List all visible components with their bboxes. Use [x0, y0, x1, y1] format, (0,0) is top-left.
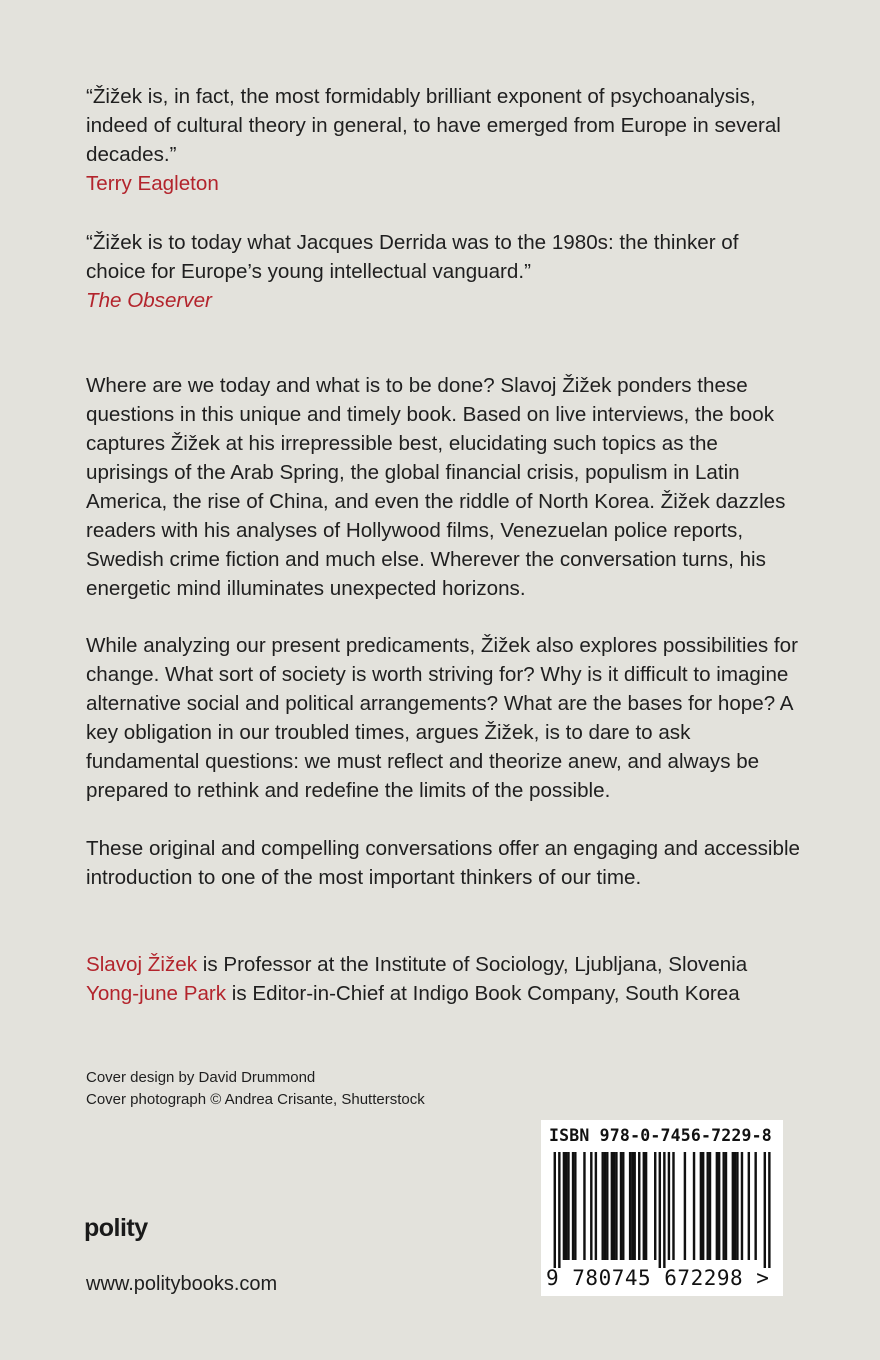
- author-bio: [86, 979, 802, 1008]
- author-name: Yong-june Park: [86, 982, 227, 1005]
- barcode-bar: [672, 1152, 674, 1260]
- author-name: Slavoj Žižek: [86, 953, 198, 976]
- barcode-bar: [604, 1152, 606, 1260]
- barcode-bar: [718, 1152, 720, 1260]
- barcode-bar: [638, 1152, 640, 1260]
- barcode-bar: [622, 1152, 624, 1260]
- barcode-bar: [565, 1152, 567, 1260]
- isbn-label: ISBN 978-0-7456-7229-8: [549, 1126, 772, 1145]
- barcode-bar: [764, 1152, 766, 1268]
- barcode-bar: [606, 1152, 608, 1260]
- author-bio-text: is Editor-in-Chief at Indigo Book Company, South Korea: [226, 982, 740, 1005]
- barcode-bar: [663, 1152, 665, 1268]
- barcode-bar: [563, 1152, 565, 1260]
- barcode-bar: [615, 1152, 617, 1260]
- quote-source: The Observer: [86, 289, 212, 312]
- barcode-bar: [709, 1152, 711, 1260]
- barcode-bar: [645, 1152, 647, 1260]
- barcode-bar: [693, 1152, 695, 1260]
- publisher-logo: polity: [84, 1214, 148, 1242]
- barcode-bar: [620, 1152, 622, 1260]
- barcode-bar: [654, 1152, 656, 1260]
- blurb-text: Where are we today and what is to be done? Slavoj Žižek ponders these questions in this unique and timely book. Based on live interviews, the book captures Žižek at his irrepressible best, elucidating such topics as the uprisings of the Arab Spring, the global financial crisis, populism in Latin America, the rise of China, and even the riddle of North Korea. Žižek dazzles readers with his analyses of Hollywood films, Venezuelan police reports, Swedish crime fiction and much else. Wherever the conversation turns, his energetic mind illuminates unexpected horizons.: [86, 374, 786, 600]
- barcode-bar: [611, 1152, 613, 1260]
- barcode-bar: [574, 1152, 576, 1260]
- barcode-bar: [754, 1152, 756, 1260]
- barcode-bar: [768, 1152, 770, 1268]
- barcode-bar: [732, 1152, 734, 1260]
- barcode-bar: [736, 1152, 738, 1260]
- barcode-bar: [554, 1152, 556, 1268]
- barcode-bar: [659, 1152, 661, 1268]
- barcode-bar: [707, 1152, 709, 1260]
- barcode-bar: [567, 1152, 569, 1260]
- barcode-bar: [631, 1152, 633, 1260]
- barcode-bar: [734, 1152, 736, 1260]
- barcode-bar: [716, 1152, 718, 1260]
- barcode-bar: [741, 1152, 743, 1260]
- blurb-text: While analyzing our present predicaments, Žižek also explores possibilities for change. What sort of society is worth striving for? Why is it difficult to imagine alternative social and political arrangements? What are the bases for hope? A key obligation in our troubled times, argues Žižek, is to dare to ask fundamental questions: we must reflect and theorize anew, and always be prepared to rethink and redefine the limits of the possible.: [86, 634, 798, 802]
- quote-text: “Žižek is to today what Jacques Derrida was to the 1980s: the thinker of choice for Europe’s young intellectual vanguard.”: [86, 231, 739, 283]
- cover-photo-credit: Cover photograph © Andrea Crisante, Shutterstock: [86, 1091, 425, 1108]
- barcode-digits: 9 780745 672298 >: [546, 1266, 770, 1290]
- barcode-bar: [748, 1152, 750, 1260]
- quote-text: “Žižek is, in fact, the most formidably brilliant exponent of psychoanalysis, indeed of cultural theory in general, to have emerged from Europe in several decades.”: [86, 85, 781, 166]
- blurb-text: These original and compelling conversations offer an engaging and accessible introduction to one of the most important thinkers of our time.: [86, 837, 800, 889]
- barcode-bar: [725, 1152, 727, 1260]
- barcode-bar: [643, 1152, 645, 1260]
- blurb-paragraph-3: [86, 834, 802, 892]
- barcode-bar: [595, 1152, 597, 1260]
- barcode-bar: [602, 1152, 604, 1260]
- cover-design-credit: Cover design by David Drummond: [86, 1069, 316, 1086]
- barcode-bar: [702, 1152, 704, 1260]
- barcode-bar: [700, 1152, 702, 1260]
- author-bios: [86, 950, 802, 1008]
- blurb-paragraph-1: [86, 371, 802, 603]
- barcode-bar: [668, 1152, 670, 1260]
- isbn-barcode: [541, 1120, 783, 1296]
- publisher-url: www.politybooks.com: [86, 1273, 278, 1295]
- barcode-bar: [633, 1152, 635, 1260]
- barcode-bar: [572, 1152, 574, 1260]
- author-bio: [86, 950, 802, 979]
- author-bio-text: is Professor at the Institute of Sociology, Ljubljana, Slovenia: [197, 953, 748, 976]
- quote-terry-eagleton: [86, 82, 802, 198]
- quote-the-observer: [86, 228, 802, 315]
- barcode-bar: [613, 1152, 615, 1260]
- barcode-bar: [722, 1152, 724, 1260]
- barcode-bars: [549, 1152, 775, 1268]
- quote-source: Terry Eagleton: [86, 172, 219, 195]
- blurb-paragraph-2: [86, 631, 802, 805]
- barcode-bar: [558, 1152, 560, 1268]
- cover-credits: [86, 1067, 802, 1111]
- barcode-bar: [590, 1152, 592, 1260]
- barcode-bar: [684, 1152, 686, 1260]
- barcode-bar: [629, 1152, 631, 1260]
- barcode-bar: [583, 1152, 585, 1260]
